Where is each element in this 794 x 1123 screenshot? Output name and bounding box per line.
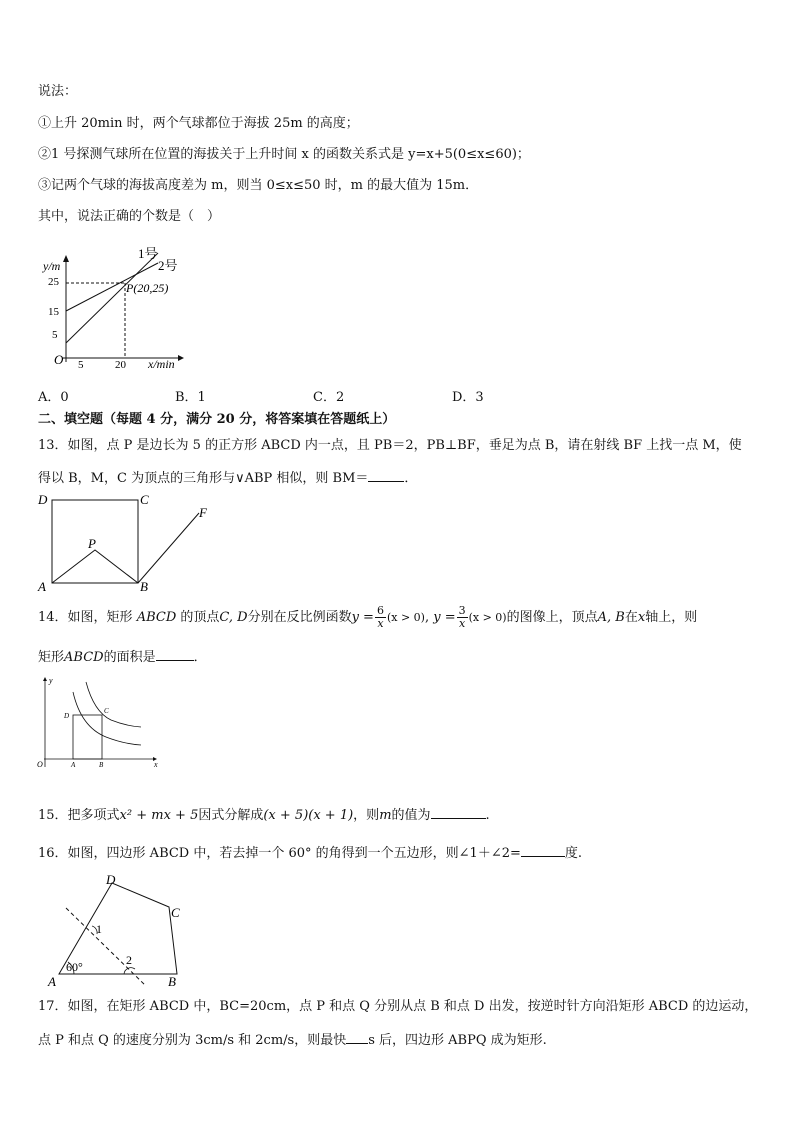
y-axis-arrow (63, 255, 69, 262)
label-f: F (199, 505, 207, 520)
q14-text-mid4: 在 (624, 610, 638, 625)
label-b: B (140, 579, 148, 594)
q15-end: . (485, 808, 490, 823)
q14-line-1: 14．如图，矩形 ABCD 的顶点C, D分别在反比例函数y = $\frac{6}{x}$ (x > 0), y = $\frac{3}{x}$ (x > 0)的图像上，顶点A, B在x轴上，则 (38, 604, 698, 630)
q17-line2-pre: 点 P 和点 Q 的速度分别为 3cm/s 和 2cm/s，则最快 (38, 1033, 347, 1048)
q14-y2: y = (433, 610, 456, 625)
q16-end: 度. (564, 846, 583, 861)
label-a: A (71, 761, 76, 769)
q16-answer-blank (521, 844, 565, 857)
label-o: O (37, 760, 43, 769)
q14-abcd-2: ABCD (64, 650, 104, 665)
angle-1-label: 1 (96, 922, 102, 936)
label-c: C (104, 707, 109, 715)
q14-line-2 (38, 648, 207, 666)
origin-label: O (54, 352, 64, 367)
q12-statement-3: ③记两个气球的海拔高度差为 m，则当 0≤x≤50 时，m 的最大值为 15m． (38, 178, 479, 193)
label-y: y (49, 676, 53, 685)
q14-text-mid5: 轴上，则 (645, 610, 698, 625)
rectangle-abcd (73, 715, 102, 759)
q14-line2-pre: 矩形 (38, 650, 65, 665)
q14-num2: 3 (458, 604, 466, 617)
section-2-header: 二、填空题（每题 4 分，满分 20 分，将答案填在答题纸上） (38, 412, 396, 427)
q16-line (38, 844, 582, 862)
q14-abcd: ABCD (136, 610, 177, 625)
q13-answer-blank (368, 469, 404, 482)
q13-text: 得以 B，M，C 为顶点的三角形与∨ABP 相似，则 BM＝ (38, 471, 369, 486)
q13-line-1: 13．如图，点 P 是边长为 5 的正方形 ABCD 内一点，且 PB＝2，PB⊥BF，垂足为点 B，请在射线 BF 上找一点 M，使 (38, 438, 742, 453)
option-a: A．0 (38, 390, 69, 405)
q14-figure (36, 672, 166, 787)
x-tick-20: 20 (115, 359, 126, 371)
q12-statement-2: ②1 号探测气球所在位置的海拔关于上升时间 x 的函数关系式是 y=x+5(0≤x≤60)； (38, 147, 530, 162)
line-balloon-1 (66, 253, 158, 343)
point-p-label: P(20,25) (126, 281, 169, 295)
label-b: B (168, 974, 176, 989)
q15-line (38, 806, 490, 824)
option-c: C．2 (313, 390, 345, 405)
q14-answer-blank (156, 648, 194, 661)
y-axis-label: y/m (43, 259, 61, 273)
q12-question: 其中，说法正确的个数是（ ） (38, 209, 221, 224)
q14-den1: x (377, 617, 384, 630)
q14-end: ． (193, 650, 207, 665)
q15-polynomial: x² + mx + 5 (119, 808, 199, 823)
ray-bf (138, 513, 199, 583)
label-a: A (38, 579, 46, 594)
curve-y-3-over-x (73, 692, 141, 745)
angle-2-label: 2 (126, 953, 132, 967)
q12-intro: 说法： (38, 84, 78, 99)
q14-x: x (637, 610, 646, 625)
q13-end: ． (404, 471, 418, 486)
q14-den2: x (458, 617, 466, 630)
y-axis-arrow (43, 677, 47, 681)
y-tick-25: 25 (48, 276, 59, 288)
y-tick-15: 15 (48, 306, 59, 318)
label-c: C (140, 492, 149, 507)
x-axis-arrow (178, 355, 184, 361)
line-1-label: 1号 (138, 246, 158, 261)
q14-text-mid3: 的图像上，顶点 (506, 610, 598, 625)
line-2-label: 2号 (158, 258, 178, 273)
q17-line2-post: s 后，四边形 ABPQ 成为矩形. (368, 1033, 547, 1048)
y-tick-5: 5 (52, 329, 58, 341)
q14-y1: y = (351, 610, 374, 625)
label-p: P (88, 536, 96, 551)
q15-answer-blank (431, 806, 486, 819)
q17-line-1: 17．如图，在矩形 ABCD 中，BC=20cm，点 P 和点 Q 分别从点 B 和点 D 出发，按逆时针方向沿矩形 ABCD 的边运动， (38, 999, 758, 1014)
q14-line2-post: 的面积是 (103, 650, 156, 665)
q15-text-pre: 15．把多项式 (38, 808, 120, 823)
curve-y-6-over-x (86, 682, 141, 727)
label-d: D (38, 492, 48, 507)
q15-text-mid: 因式分解成 (198, 808, 264, 823)
q12-function-graph (38, 240, 198, 375)
q15-text-post2: 的值为 (391, 808, 431, 823)
q14-cond1: (x > 0) (386, 611, 425, 624)
q14-num1: 6 (376, 604, 384, 617)
label-a: A (48, 974, 56, 989)
x-axis-label: x/min (148, 357, 175, 371)
q13-line-2 (38, 469, 417, 487)
q12-statement-1: ①上升 20min 时，两个气球都位于海拔 25m 的高度； (38, 116, 359, 131)
q14-text-mid1: 的顶点 (176, 610, 220, 625)
label-d: D (106, 872, 116, 887)
x-tick-5: 5 (78, 359, 84, 371)
q16-figure (46, 868, 206, 990)
q15-factors: (x + 5)(x + 1) (263, 808, 354, 823)
label-b: B (99, 761, 104, 769)
q17-answer-blank (346, 1031, 368, 1044)
label-d: D (64, 712, 70, 720)
q14-ab: A, B (597, 610, 625, 625)
q17-line-2 (38, 1031, 547, 1049)
q14-cd: C, D (219, 610, 248, 625)
q13-figure (36, 490, 216, 595)
label-c: C (171, 905, 180, 920)
angle-60-label: 60° (66, 960, 83, 974)
q15-text-post: ，则 (353, 808, 380, 823)
q16-text: 16．如图，四边形 ABCD 中，若去掉一个 60° 的角得到一个五边形，则∠1＋∠2= (38, 846, 521, 861)
q14-cond2: (x > 0) (468, 611, 507, 624)
option-d: D．3 (452, 390, 484, 405)
q14-text-pre: 14．如图，矩形 (38, 610, 137, 625)
option-b: B．1 (175, 390, 206, 405)
q14-fraction-2 (457, 605, 468, 630)
q14-text-mid2: 分别在反比例函数 (247, 610, 352, 625)
path-apb (52, 550, 138, 583)
q15-m: m (379, 808, 392, 823)
label-x: x (154, 760, 158, 769)
q14-fraction-1 (375, 605, 386, 630)
